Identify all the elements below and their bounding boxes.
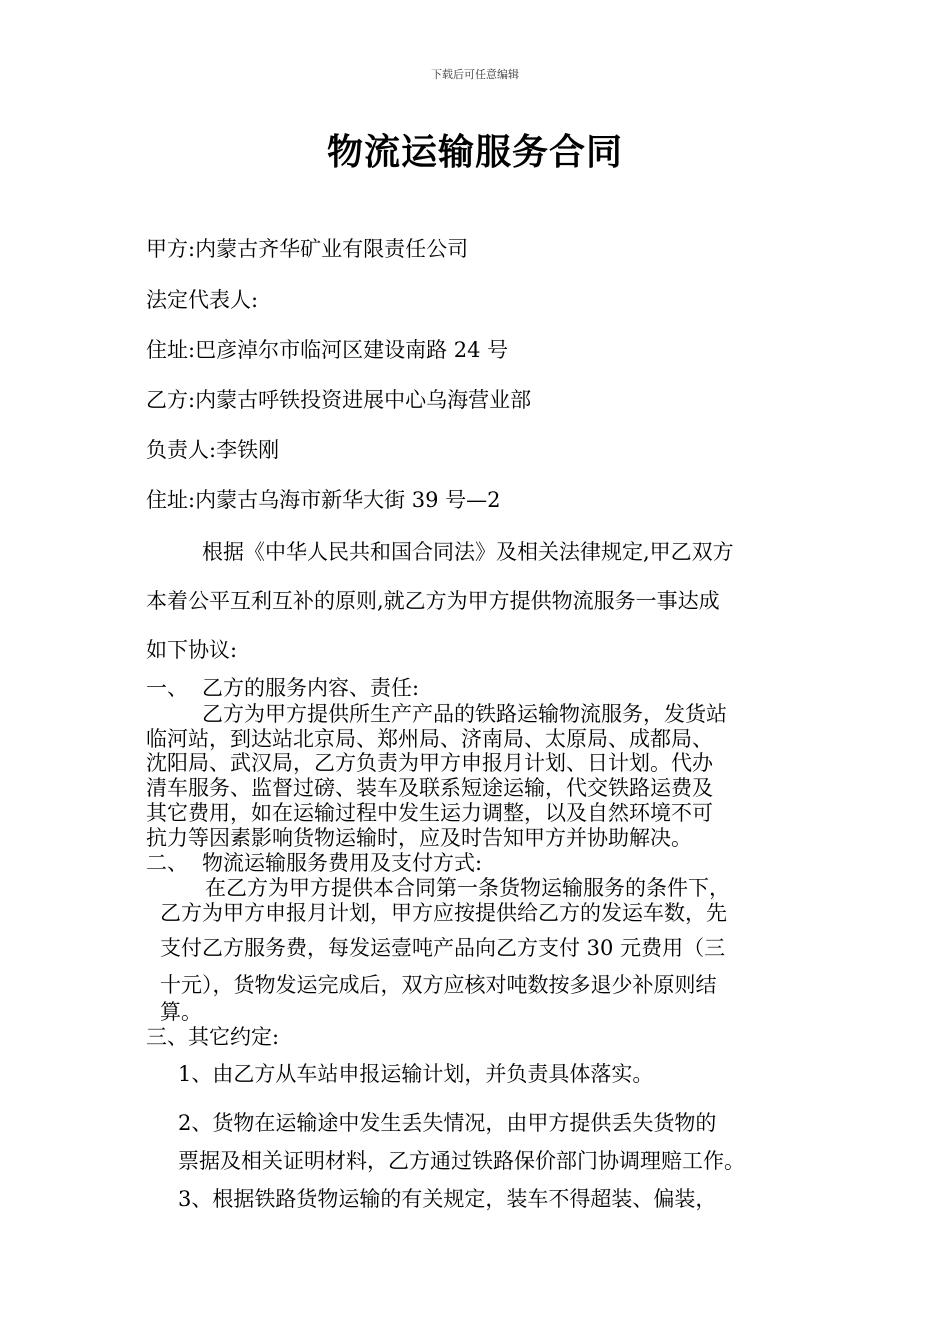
- section-number: 一、: [146, 676, 188, 700]
- party-b: 乙方:内蒙古呼铁投资进展中心乌海营业部: [146, 388, 532, 412]
- section-line: 十元），货物发运完成后，双方应核对吨数按多退少补原则结: [160, 973, 717, 997]
- section-line: 沈阳局、武汉局，乙方负责为甲方申报月计划、日计划。代办: [146, 751, 713, 775]
- section-heading: 乙方的服务内容、责任:: [202, 676, 420, 700]
- intro-line: 根据《中华人民共和国合同法》及相关法律规定,甲乙双方: [202, 540, 734, 564]
- section-heading: 三、其它约定:: [146, 1025, 280, 1049]
- clause-item: 票据及相关证明材料，乙方通过铁路保价部门协调理赔工作。: [178, 1149, 745, 1173]
- section-line: 抗力等因素影响货物运输时，应及时告知甲方并协助解决。: [146, 826, 692, 850]
- section-line: 其它费用，如在运输过程中发生运力调整，以及自然环境不可: [146, 801, 713, 825]
- clause-item: 2、货物在运输途中发生丢失情况，由甲方提供丢失货物的: [178, 1111, 717, 1135]
- clause-item: 3、根据铁路货物运输的有关规定，装车不得超装、偏装，: [178, 1187, 717, 1211]
- contract-title: 物流运输服务合同: [326, 131, 623, 173]
- clause-item: 1、由乙方从车站申报运输计划，并负责具体落实。: [178, 1062, 654, 1086]
- page-header: 下载后可任意编辑: [431, 68, 519, 81]
- section-line: 在乙方为甲方提供本合同第一条货物运输服务的条件下，: [205, 876, 730, 900]
- section-line: 清车服务、监督过磅、装车及联系短途运输，代交铁路运费及: [146, 776, 713, 800]
- section-heading: 物流运输服务费用及支付方式:: [202, 851, 483, 875]
- section-line: 乙方为甲方申报月计划，甲方应按提供给乙方的发运车数，先: [160, 901, 727, 925]
- section-line: 临河站，到达站北京局、郑州局、济南局、太原局、成都局、: [146, 727, 713, 751]
- section-line: 支付乙方服务费，每发运壹吨产品向乙方支付 30 元费用（三: [160, 936, 726, 960]
- section-number: 二、: [146, 851, 188, 875]
- party-b-responsible: 负责人:李铁刚: [146, 438, 280, 462]
- section-line: 算。: [160, 1000, 202, 1024]
- intro-line: 如下协议:: [146, 638, 238, 662]
- party-b-address: 住址:内蒙古乌海市新华大街 39 号—2: [146, 488, 501, 512]
- party-a-address: 住址:巴彦淖尔市临河区建设南路 24 号: [146, 338, 509, 362]
- intro-line: 本着公平互利互补的原则,就乙方为甲方提供物流服务一事达成: [146, 589, 720, 613]
- section-line: 乙方为甲方提供所生产产品的铁路运输物流服务，发货站: [202, 702, 727, 726]
- party-a: 甲方:内蒙古齐华矿业有限责任公司: [146, 237, 469, 261]
- party-a-representative: 法定代表人:: [146, 288, 259, 312]
